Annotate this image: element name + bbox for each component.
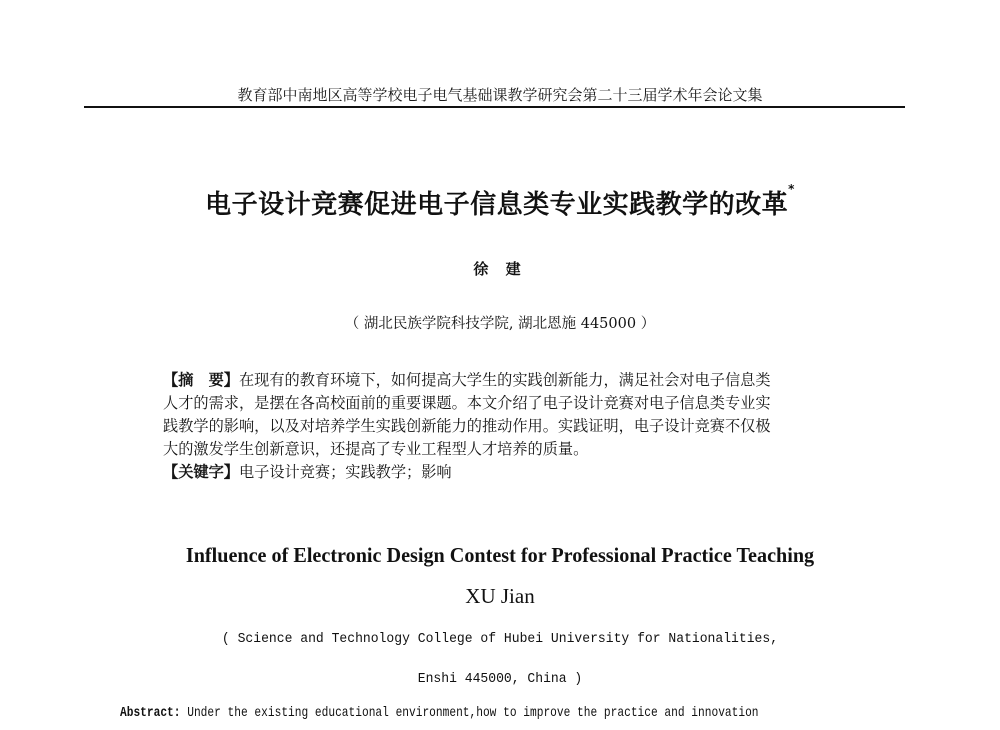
title-footnote-mark: * bbox=[788, 182, 795, 196]
abstract-line bbox=[163, 369, 843, 392]
keywords-text: 电子设计竞赛；实践教学；影响 bbox=[238, 463, 452, 481]
paper-title-english: Influence of Electronic Design Contest for Professional Practice Teaching bbox=[185, 543, 815, 567]
abstract-text: 在现有的教育环境下，如何提高大学生的实践创新能力，满足社会对电子信息类 bbox=[238, 371, 771, 389]
abstract-chinese bbox=[163, 369, 843, 484]
affiliation-english-line1: ( Science and Technology College of Hubei University for Nationalities, bbox=[221, 631, 779, 647]
author-english: XU Jian bbox=[465, 584, 535, 608]
affiliation-chinese: （ 湖北民族学院科技学院, 湖北恩施 445000 ） bbox=[344, 316, 656, 332]
keywords-line bbox=[163, 461, 843, 484]
abstract-line: 大的激发学生创新意识，还提高了专业工程型人才培养的质量。 bbox=[163, 440, 589, 458]
abstract-label: 【摘 要】 bbox=[163, 371, 239, 389]
running-header: 教育部中南地区高等学校电子电气基础课教学研究会第二十三届学术年会论文集 bbox=[237, 86, 763, 104]
abstract-line: 践教学的影响，以及对培养学生实践创新能力的推动作用。实践证明，电子设计竞赛不仅极 bbox=[163, 417, 771, 435]
abstract-line: 人才的需求，是摆在各高校面前的重要课题。本文介绍了电子设计竞赛对电子信息类专业实 bbox=[163, 394, 771, 412]
affiliation-english-line2: Enshi 445000, China ) bbox=[417, 671, 583, 687]
abstract-english-text: Under the existing educational environment,how to improve the practice and innovation bbox=[180, 705, 759, 721]
abstract-english-label: Abstract: bbox=[120, 705, 181, 721]
title-text: 电子设计竞赛促进电子信息类专业实践教学的改革 bbox=[205, 190, 789, 220]
header-rule bbox=[84, 106, 905, 108]
paper-title-chinese bbox=[0, 184, 1000, 221]
author-chinese: 徐 建 bbox=[473, 260, 527, 278]
abstract-english bbox=[120, 705, 760, 721]
keywords-label: 【关键字】 bbox=[163, 463, 239, 481]
